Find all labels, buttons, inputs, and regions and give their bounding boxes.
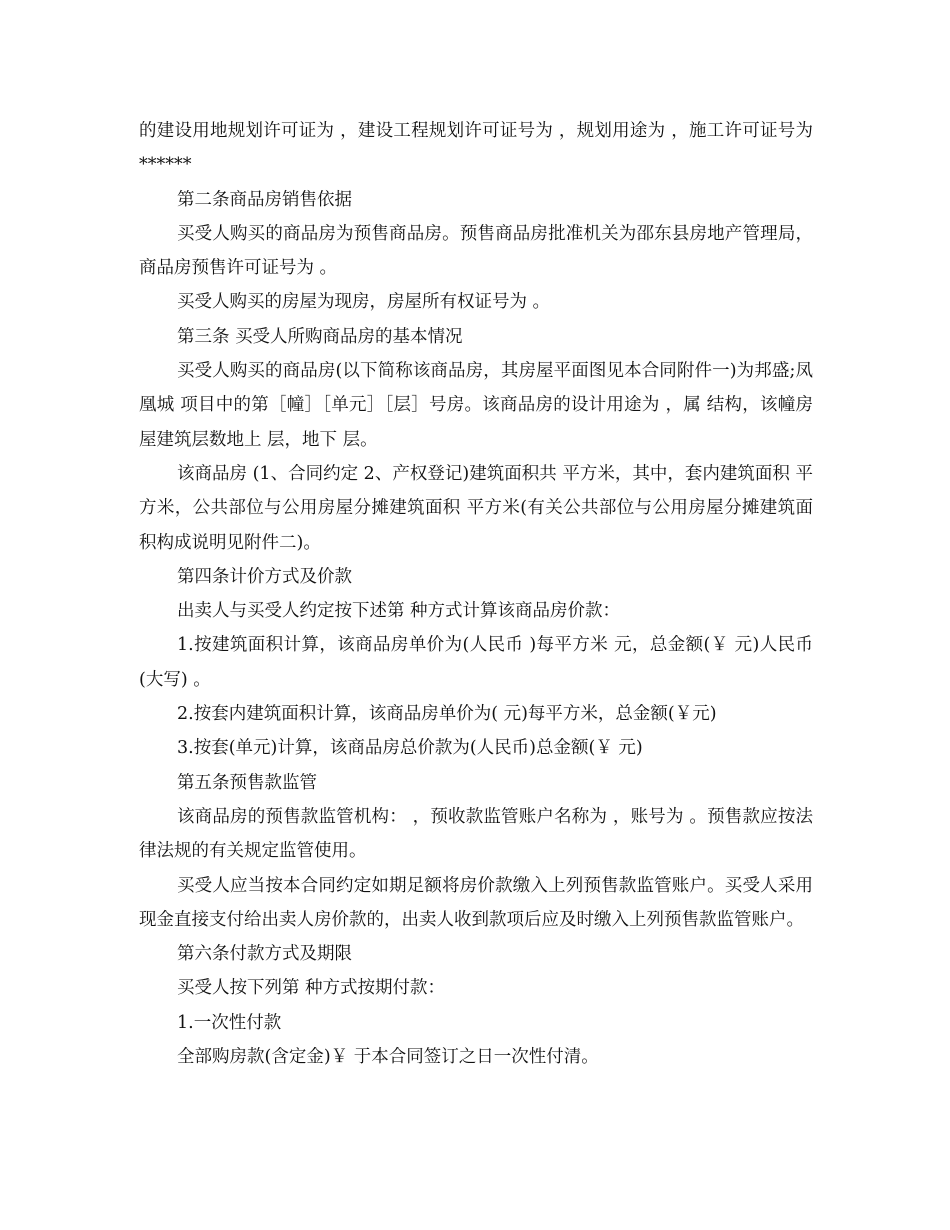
paragraph-price-option-3: 3.按套(单元)计算，该商品房总价款为(人民币)总金额(￥ 元)	[177, 738, 643, 759]
document-body	[139, 114, 813, 1074]
paragraph-floor-area: 该商品房 (1、合同约定 2、产权登记)建筑面积共 平方米，其中，套内建筑面积 平方米，公共部位与公用房屋分摊建筑面积 平方米(有关公共部位与公用房屋分摊建筑面积构成说明见附件二)。	[139, 463, 813, 553]
paragraph-pricing-method: 出卖人与买受人约定按下述第 种方式计算该商品房价款：	[177, 601, 621, 622]
paragraph-lump-sum: 全部购房款(含定金)￥ 于本合同签订之日一次性付清。	[177, 1047, 599, 1068]
paragraph-existing-house: 买受人购买的房屋为现房，房屋所有权证号为 。	[177, 292, 551, 313]
paragraph-payment-method: 买受人按下列第 种方式按期付款：	[177, 978, 446, 999]
paragraph-price-option-1: 1.按建筑面积计算，该商品房单价为(人民币 )每平方米 元，总金额(￥ 元)人民币(大写) 。	[139, 635, 813, 690]
paragraph-price-option-2: 2.按套内建筑面积计算，该商品房单价为( 元)每平方米，总金额(￥元)	[177, 704, 717, 725]
paragraph-presale: 买受人购买的商品房为预售商品房。预售商品房批准机关为邵东县房地产管理局，商品房预售许可证号为 。	[139, 223, 813, 279]
heading-article-2: 第二条商品房销售依据	[177, 189, 352, 210]
paragraph-escrow-account: 该商品房的预售款监管机构： ，预收款监管账户名称为 ，账号为 。预售款应按法律法规的有关规定监管使用。	[139, 806, 813, 862]
paragraph-escrow-payment: 买受人应当按本合同约定如期足额将房价款缴入上列预售款监管账户。买受人采用现金直接支付给出卖人房价款的，出卖人收到款项后应及时缴入上列预售款监管账户。	[139, 875, 813, 930]
paragraph-lump-sum-heading: 1.一次性付款	[177, 1012, 282, 1033]
paragraph-house-info: 买受人购买的商品房(以下简称该商品房，其房屋平面图见本合同附件一)为邦盛;凤凰城 项目中的第［幢］［单元］［层］号房。该商品房的设计用途为 ，属 结构，该幢房屋建筑层数地上 层，地下 层。	[139, 361, 813, 450]
heading-article-5: 第五条预售款监管	[177, 772, 317, 793]
heading-article-6: 第六条付款方式及期限	[177, 944, 352, 965]
heading-article-3: 第三条 买受人所购商品房的基本情况	[177, 326, 463, 347]
heading-article-4: 第四条计价方式及价款	[177, 566, 352, 587]
paragraph-permits: 的建设用地规划许可证为 ，建设工程规划许可证号为 ，规划用途为 ，施工许可证号为******	[139, 121, 813, 176]
